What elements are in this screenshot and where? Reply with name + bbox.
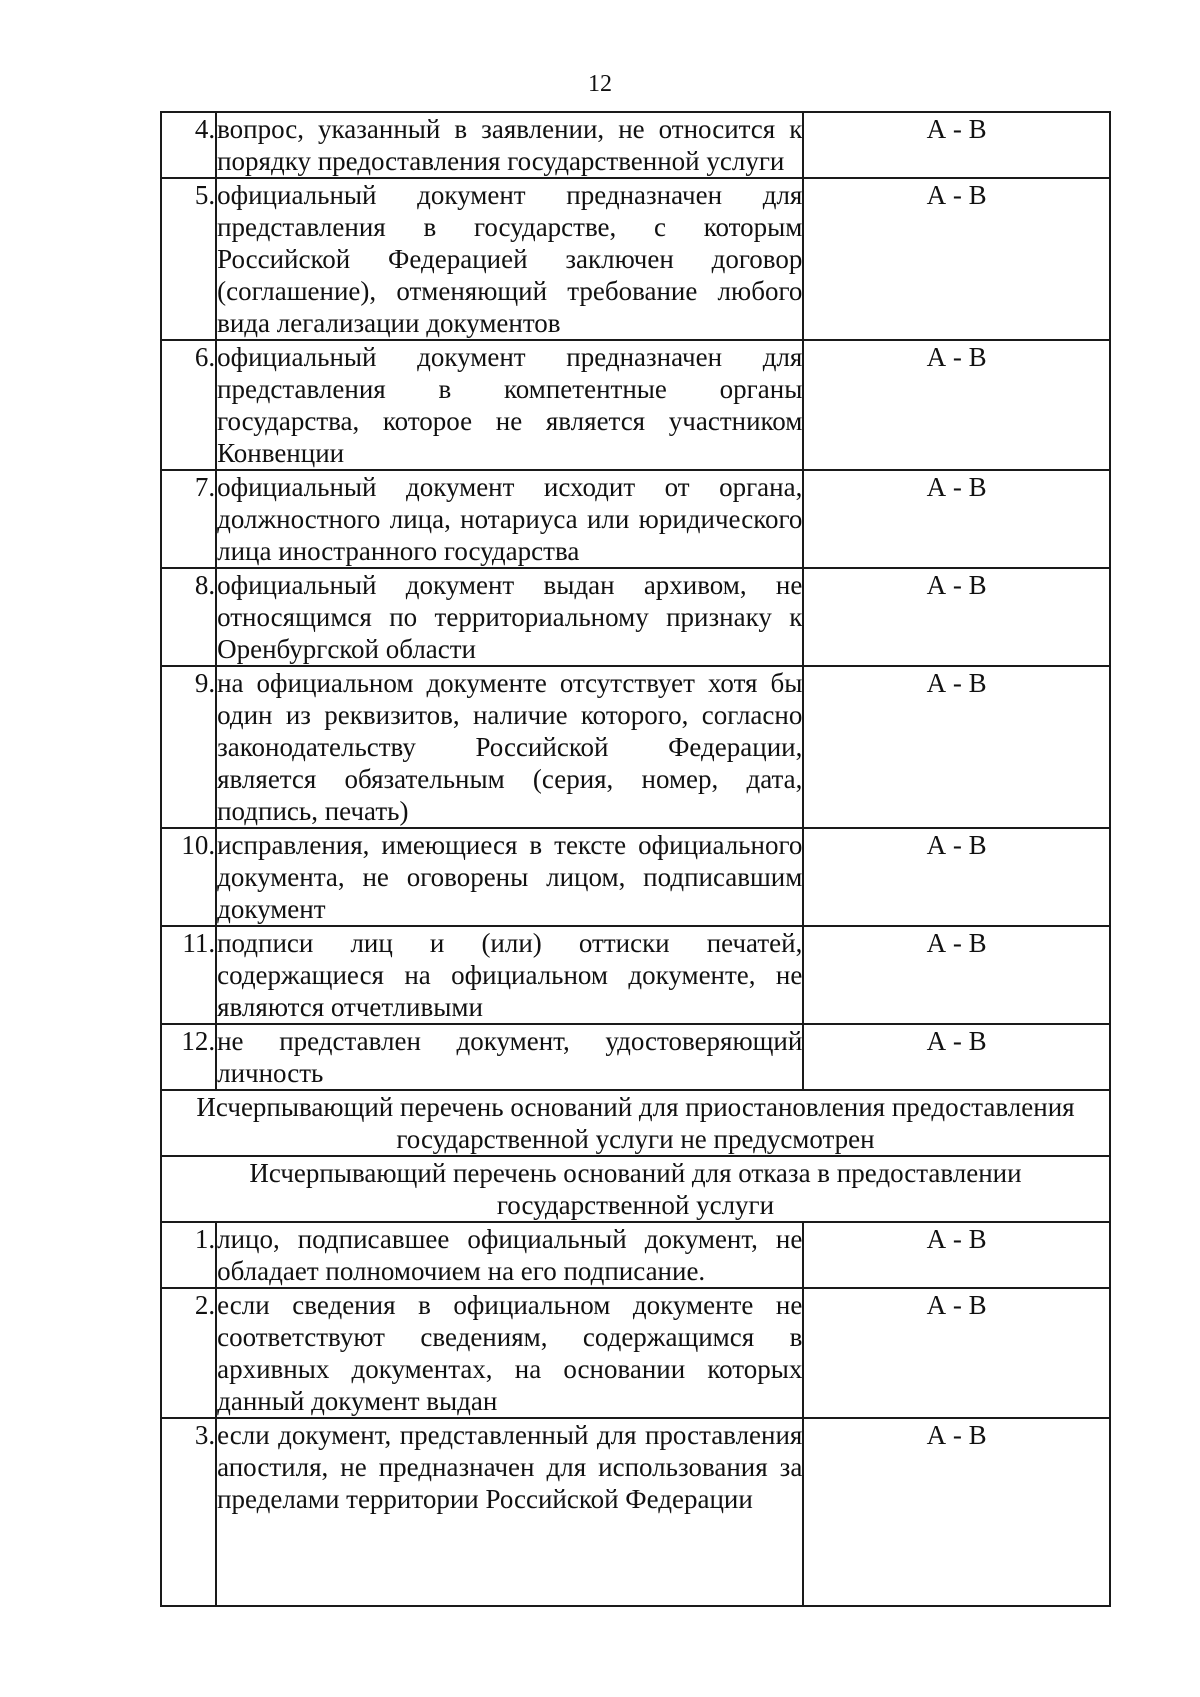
row-code: А - В xyxy=(803,1222,1110,1288)
grounds-table xyxy=(160,111,1111,1607)
row-description: официальный документ предназначен для представления в компетентные органы государства, которое не является участником Конвенции xyxy=(217,342,803,468)
suspension-grounds-banner: Исчерпывающий перечень оснований для приостановления предоставления государственной услуги не предусмотрен xyxy=(161,1090,1110,1156)
row-number: 4. xyxy=(161,112,216,178)
row-description: официальный документ предназначен для представления в государстве, с которым Российской Федерацией заключен договор (соглашение), отменяющий требование любого вида легализации документов xyxy=(217,180,803,338)
row-code: А - В xyxy=(803,568,1110,666)
row-number: 5. xyxy=(161,178,216,340)
row-code: А - В xyxy=(803,1418,1110,1606)
row-description: вопрос, указанный в заявлении, не относится к порядку предоставления государственной услуги xyxy=(217,114,803,176)
row-description: не представлен документ, удостоверяющий личность xyxy=(217,1026,803,1088)
row-code: А - В xyxy=(803,666,1110,828)
row-description: если сведения в официальном документе не соответствуют сведениям, содержащимся в архивных документах, на основании которых данный документ выдан xyxy=(217,1290,803,1416)
section-banner-row xyxy=(161,1090,1110,1156)
row-number: 7. xyxy=(161,470,216,568)
table-row xyxy=(161,666,1110,828)
row-code: А - В xyxy=(803,470,1110,568)
row-description: официальный документ выдан архивом, не относящимся по территориальному признаку к Оренбургской области xyxy=(217,570,803,664)
table-row xyxy=(161,178,1110,340)
row-code: А - В xyxy=(803,178,1110,340)
row-description: на официальном документе отсутствует хотя бы один из реквизитов, наличие которого, согласно законодательству Российской Федерации, является обязательным (серия, номер, дата, подпись, печать) xyxy=(217,668,803,826)
row-description: подписи лиц и (или) оттиски печатей, содержащиеся на официальном документе, не являются отчетливыми xyxy=(217,928,803,1022)
row-description: лицо, подписавшее официальный документ, не обладает полномочием на его подписание. xyxy=(217,1224,803,1286)
table-row xyxy=(161,568,1110,666)
table-row xyxy=(161,1288,1110,1418)
row-number: 11. xyxy=(161,926,216,1024)
table-row xyxy=(161,340,1110,470)
table-row xyxy=(161,112,1110,178)
row-code: А - В xyxy=(803,340,1110,470)
row-number: 10. xyxy=(161,828,216,926)
refusal-grounds-banner: Исчерпывающий перечень оснований для отказа в предоставлении государственной услуги xyxy=(161,1156,1110,1222)
row-code: А - В xyxy=(803,1288,1110,1418)
row-code: А - В xyxy=(803,828,1110,926)
row-description: исправления, имеющиеся в тексте официального документа, не оговорены лицом, подписавшим документ xyxy=(217,830,803,924)
row-number: 3. xyxy=(161,1418,216,1606)
row-number: 12. xyxy=(161,1024,216,1090)
row-code: А - В xyxy=(803,1024,1110,1090)
page-number: 12 xyxy=(588,71,612,97)
row-code: А - В xyxy=(803,112,1110,178)
row-description: официальный документ исходит от органа, должностного лица, нотариуса или юридического лица иностранного государства xyxy=(217,472,803,566)
table-row xyxy=(161,1222,1110,1288)
row-number: 1. xyxy=(161,1222,216,1288)
table-row xyxy=(161,1418,1110,1606)
table-row xyxy=(161,470,1110,568)
row-number: 8. xyxy=(161,568,216,666)
row-number: 6. xyxy=(161,340,216,470)
table-row xyxy=(161,828,1110,926)
row-code: А - В xyxy=(803,926,1110,1024)
row-number: 9. xyxy=(161,666,216,828)
row-number: 2. xyxy=(161,1288,216,1418)
table-row xyxy=(161,1024,1110,1090)
section-banner-row xyxy=(161,1156,1110,1222)
table-row xyxy=(161,926,1110,1024)
row-description: если документ, представленный для проставления апостиля, не предназначен для использования за пределами территории Российской Федерации xyxy=(216,1418,803,1606)
